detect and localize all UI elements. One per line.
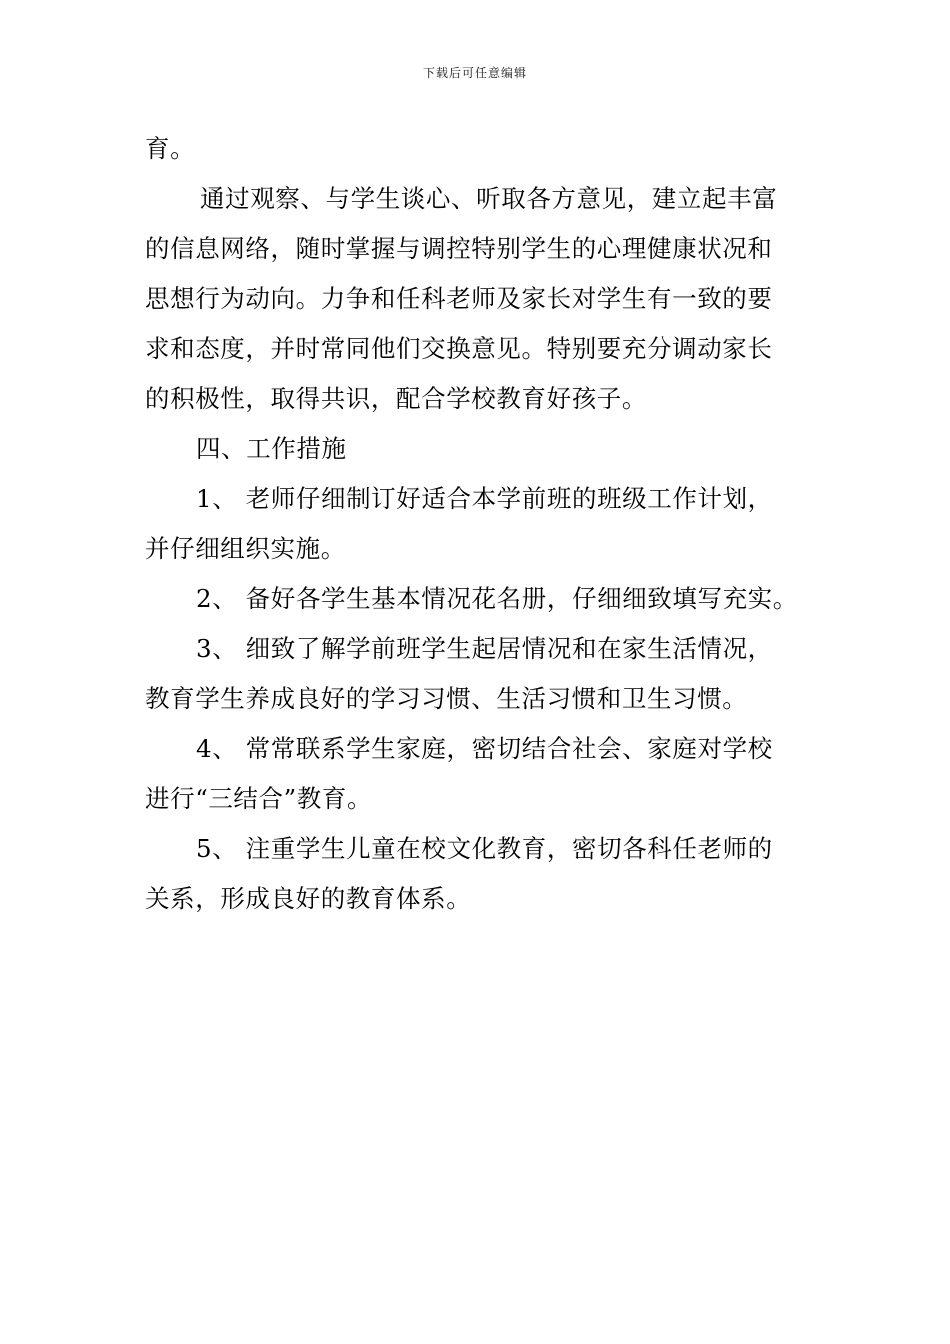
text-line-1: 育。 [145, 134, 196, 163]
list-item-2-line-1: 2、 备好各学生基本情况花名册，仔细细致填写充实。 [196, 584, 798, 613]
list-item-4-line-2: 进行“三结合”教育。 [145, 784, 373, 813]
text-line-2: 通过观察、与学生谈心、听取各方意见，建立起丰富 [200, 184, 778, 213]
text-line-3: 的信息网络，随时掌握与调控特别学生的心理健康状况和 [145, 234, 773, 263]
text-line-6: 的积极性，取得共识，配合学校教育好孩子。 [145, 384, 647, 413]
list-item-4-line-1: 4、 常常联系学生家庭，密切结合社会、家庭对学校 [196, 734, 773, 763]
list-item-5-line-2: 关系，形成良好的教育体系。 [145, 884, 472, 913]
section-heading: 四、工作措施 [196, 434, 347, 463]
list-item-1-line-1: 1、 老师仔细制订好适合本学前班的班级工作计划， [196, 484, 773, 513]
list-item-1-line-2: 并仔细组织实施。 [145, 534, 346, 563]
list-item-3-line-2: 教育学生养成良好的学习习惯、生活习惯和卫生习惯。 [145, 684, 748, 713]
text-line-4: 思想行为动向。力争和任科老师及家长对学生有一致的要 [145, 284, 773, 313]
list-item-3-line-1: 3、 细致了解学前班学生起居情况和在家生活情况， [196, 634, 773, 663]
page-header: 下载后可任意编辑 [422, 66, 527, 80]
list-item-5-line-1: 5、 注重学生儿童在校文化教育，密切各科任老师的 [196, 834, 773, 863]
text-line-5: 求和态度，并时常同他们交换意见。特别要充分调动家长 [145, 334, 773, 363]
